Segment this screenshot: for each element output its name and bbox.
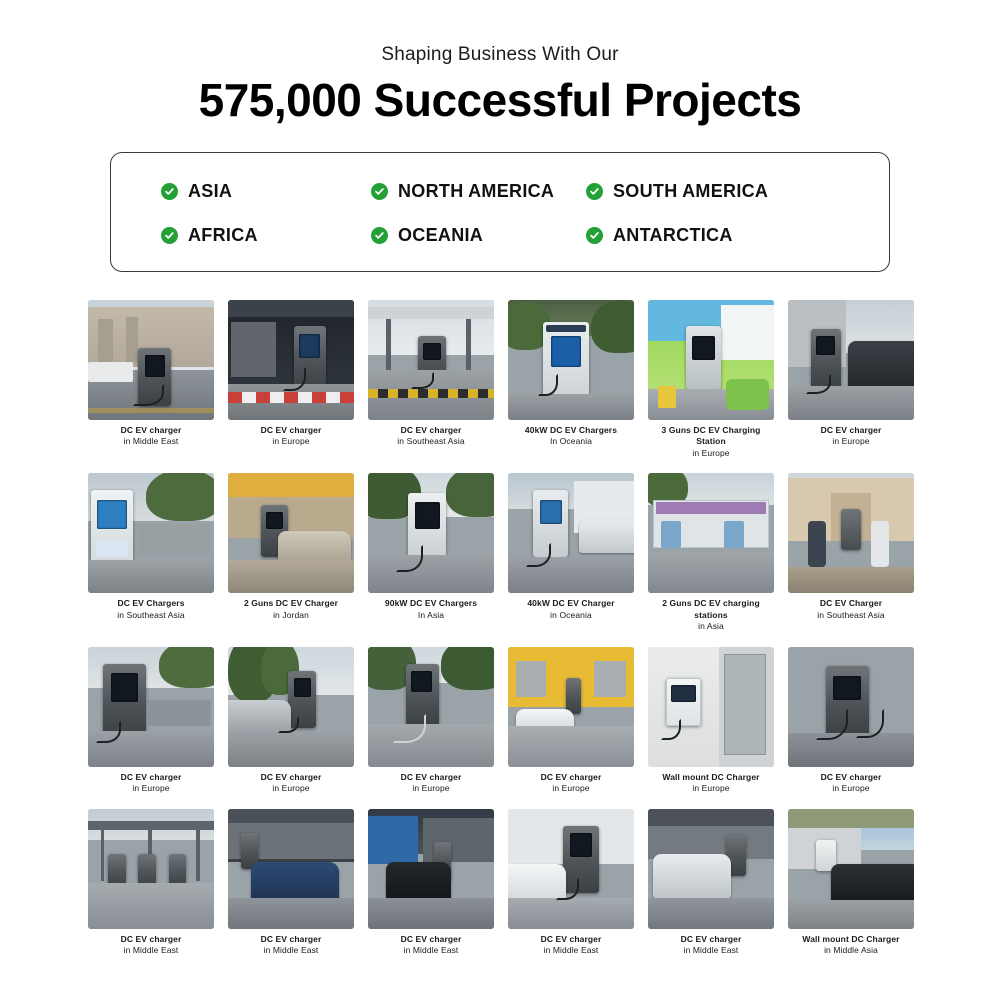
gallery-item[interactable] — [648, 473, 774, 632]
gallery-item[interactable] — [508, 300, 634, 459]
project-caption — [788, 934, 914, 957]
gallery-item[interactable] — [788, 300, 914, 459]
caption-line2: in Middle East — [543, 945, 599, 956]
gallery-item[interactable] — [88, 473, 214, 632]
gallery-item[interactable] — [368, 473, 494, 632]
project-photo[interactable] — [368, 809, 494, 929]
caption-line2: in Europe — [272, 436, 310, 447]
gallery-item[interactable] — [508, 809, 634, 957]
caption-line2: In Asia — [417, 609, 445, 620]
caption-line2: in Europe — [832, 436, 870, 447]
caption-line1: DC EV Chargers — [117, 598, 185, 609]
project-caption — [88, 934, 214, 957]
region-item-africa — [161, 219, 371, 251]
caption-line2: in Europe — [692, 783, 730, 794]
check-icon — [161, 227, 178, 244]
region-label: SOUTH AMERICA — [613, 180, 769, 201]
project-caption — [508, 772, 634, 795]
caption-line1: DC EV charger — [260, 425, 322, 435]
caption-line2: in Middle East — [263, 945, 319, 956]
caption-line2: in Europe — [412, 783, 450, 794]
caption-line1: DC EV charger — [540, 933, 602, 944]
project-photo[interactable] — [508, 473, 634, 593]
project-caption — [788, 598, 914, 621]
region-label: ANTARCTICA — [613, 224, 733, 245]
project-photo[interactable] — [88, 809, 214, 929]
region-label: NORTH AMERICA — [398, 180, 555, 201]
project-caption — [648, 425, 774, 459]
project-caption — [788, 425, 914, 448]
caption-line2: in Asia — [698, 621, 724, 632]
caption-line1: DC EV charger — [260, 771, 322, 782]
project-photo[interactable] — [648, 300, 774, 420]
project-photo[interactable] — [368, 647, 494, 767]
project-photo[interactable] — [648, 473, 774, 593]
region-label: OCEANIA — [398, 224, 484, 245]
project-photo[interactable] — [508, 809, 634, 929]
caption-line1: DC EV Charger — [819, 598, 883, 609]
project-photo[interactable] — [788, 809, 914, 929]
project-photo[interactable] — [788, 473, 914, 593]
caption-line2: in Jordan — [273, 609, 309, 620]
project-caption — [368, 934, 494, 957]
project-photo[interactable] — [648, 809, 774, 929]
caption-line2: in Middle East — [123, 436, 179, 447]
gallery-item[interactable] — [648, 647, 774, 795]
caption-line1: DC EV charger — [400, 933, 462, 944]
region-label: ASIA — [188, 180, 233, 201]
project-caption — [88, 772, 214, 795]
caption-line1: DC EV charger — [120, 771, 182, 782]
project-caption — [368, 772, 494, 795]
check-icon — [371, 227, 388, 244]
caption-line2: in Europe — [272, 783, 310, 794]
region-item-oceania — [371, 219, 586, 251]
project-caption — [88, 598, 214, 621]
project-gallery — [88, 300, 914, 957]
gallery-item[interactable] — [88, 300, 214, 459]
page-title: 575,000 Successful Projects — [198, 73, 802, 126]
region-item-south-america — [586, 175, 849, 207]
gallery-item[interactable] — [648, 300, 774, 459]
project-photo[interactable] — [228, 647, 354, 767]
caption-line1: 40kW DC EV Charger — [527, 598, 615, 609]
caption-line2: in Europe — [832, 783, 870, 794]
gallery-item[interactable] — [368, 300, 494, 459]
caption-line1: DC EV charger — [400, 425, 462, 435]
project-caption — [228, 934, 354, 957]
caption-line1: 90kW DC EV Chargers — [384, 598, 478, 609]
caption-line1: Wall mount DC Charger — [802, 933, 900, 944]
project-caption — [228, 598, 354, 621]
project-caption — [508, 425, 634, 448]
gallery-item[interactable] — [368, 647, 494, 795]
caption-line1: DC EV charger — [120, 425, 182, 435]
gallery-item[interactable] — [788, 647, 914, 795]
caption-line2: in Southeast Asia — [117, 609, 185, 620]
caption-line1: DC EV charger — [820, 771, 882, 782]
project-photo[interactable] — [508, 300, 634, 420]
caption-line1: DC EV charger — [400, 771, 462, 782]
caption-line1: 40kW DC EV Chargers — [524, 425, 618, 435]
caption-line2: in Southeast Asia — [817, 609, 885, 620]
caption-line1: DC EV charger — [260, 933, 322, 944]
project-caption — [368, 598, 494, 621]
gallery-item[interactable] — [648, 809, 774, 957]
caption-line2: in Middle East — [683, 945, 739, 956]
caption-line2: in Southeast Asia — [397, 436, 465, 447]
project-caption — [228, 772, 354, 795]
project-photo[interactable] — [88, 473, 214, 593]
caption-line2: in Europe — [692, 447, 730, 458]
project-caption — [648, 772, 774, 795]
check-icon — [586, 227, 603, 244]
gallery-item[interactable] — [228, 809, 354, 957]
check-icon — [161, 183, 178, 200]
caption-line2: in Europe — [132, 783, 170, 794]
project-photo[interactable] — [228, 473, 354, 593]
project-photo[interactable] — [88, 300, 214, 420]
caption-line2: in Middle East — [123, 945, 179, 956]
caption-line1: DC EV charger — [820, 425, 882, 435]
gallery-item[interactable] — [88, 647, 214, 795]
project-caption — [228, 425, 354, 448]
project-photo[interactable] — [788, 300, 914, 420]
gallery-item[interactable] — [368, 809, 494, 957]
project-caption — [508, 934, 634, 957]
gallery-item[interactable] — [228, 647, 354, 795]
gallery-item[interactable] — [228, 473, 354, 632]
gallery-item[interactable] — [788, 809, 914, 957]
project-photo[interactable] — [368, 300, 494, 420]
caption-line1: 2 Guns DC EV Charger — [243, 598, 339, 609]
project-caption — [88, 425, 214, 448]
region-item-asia — [161, 175, 371, 207]
check-icon — [371, 183, 388, 200]
gallery-item[interactable] — [508, 473, 634, 632]
caption-line1: DC EV charger — [540, 771, 602, 782]
region-item-antarctica — [586, 219, 849, 251]
caption-line1: Wall mount DC Charger — [662, 771, 760, 782]
caption-line2: In Oceania — [549, 436, 593, 447]
caption-line2: in Middle Asia — [824, 945, 878, 956]
project-photo[interactable] — [648, 647, 774, 767]
check-icon — [586, 183, 603, 200]
caption-line2: in Middle East — [403, 945, 459, 956]
project-caption — [788, 772, 914, 795]
project-photo[interactable] — [368, 473, 494, 593]
project-caption — [648, 598, 774, 632]
gallery-item[interactable] — [788, 473, 914, 632]
region-item-north-america — [371, 175, 586, 207]
project-caption — [368, 425, 494, 448]
regions-panel — [110, 152, 890, 272]
project-caption — [648, 934, 774, 957]
page-header — [0, 0, 1000, 125]
project-caption — [508, 598, 634, 621]
project-photo[interactable] — [788, 647, 914, 767]
caption-line1: DC EV charger — [120, 933, 182, 944]
caption-line2: in Oceania — [550, 609, 592, 620]
caption-line1: DC EV charger — [680, 933, 742, 944]
header-eyebrow: Shaping Business With Our — [381, 44, 619, 65]
project-photo[interactable] — [88, 647, 214, 767]
caption-line1: 2 Guns DC EV charging stations — [662, 598, 760, 620]
project-photo[interactable] — [228, 300, 354, 420]
project-photo[interactable] — [508, 647, 634, 767]
gallery-item[interactable] — [88, 809, 214, 957]
gallery-item[interactable] — [508, 647, 634, 795]
region-label: AFRICA — [188, 224, 258, 245]
gallery-item[interactable] — [228, 300, 354, 459]
caption-line2: in Europe — [552, 783, 590, 794]
caption-line1: 3 Guns DC EV Charging Station — [661, 425, 761, 447]
project-photo[interactable] — [228, 809, 354, 929]
